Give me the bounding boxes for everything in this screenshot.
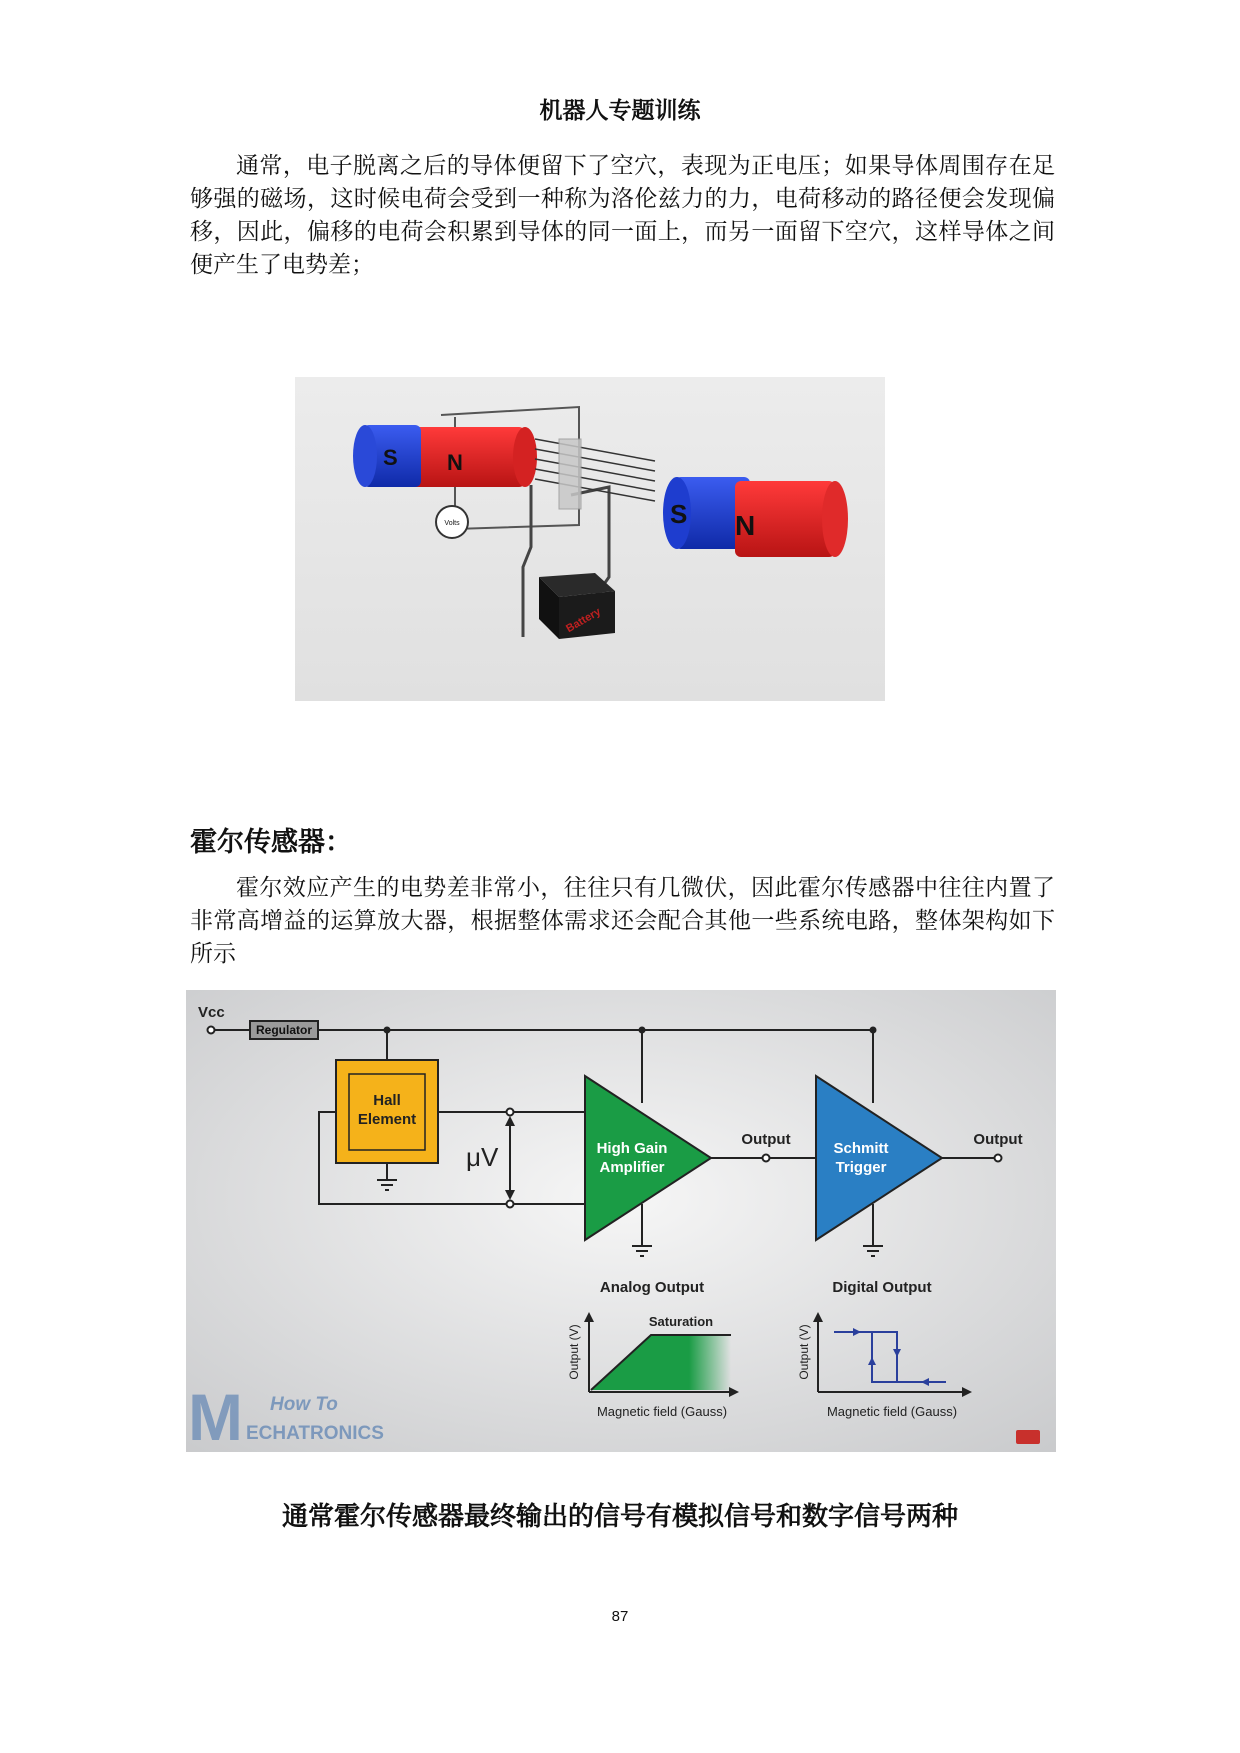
left-magnet-s-label: S (383, 445, 398, 470)
schmitt-label-2: Trigger (835, 1159, 887, 1176)
logo-line1: How To (270, 1394, 338, 1415)
analog-y-label: Output (V) (567, 1324, 581, 1380)
figure-caption: 通常霍尔传感器最终输出的信号有模拟信号和数字信号两种 (281, 1502, 958, 1532)
left-magnet-end (353, 425, 377, 487)
digital-output-node (995, 1155, 1002, 1162)
regulator-label: Regulator (255, 1023, 313, 1037)
intro-text: 通常，电子脱离之后的导体便留下了空穴，表现为正电压；如果导体周围存在足够强的磁场，这时候电荷会受到一种称为洛伦兹力的力，电荷移动的路径便会发现偏移，因此，偏移的电荷会积累到导体的同一面上，而另一面留下空穴，这样导体之间便产生了电势差； (190, 153, 1055, 278)
digital-x-label: Magnetic field (Gauss) (826, 1404, 958, 1419)
schmitt-label-1: Schmitt (833, 1140, 889, 1157)
subscribe-badge-icon (1016, 1430, 1040, 1444)
section-paragraph (190, 872, 1055, 971)
section-text: 霍尔效应产生的电势差非常小，往往只有几微伏，因此霍尔传感器中往往内置了非常高增益的运算放大器，根据整体需求还会配合其他一些系统电路，整体架构如下所示 (190, 875, 1055, 967)
left-magnet-north (407, 427, 525, 487)
hall-plate (559, 439, 581, 509)
left-magnet-n-label: N (447, 450, 463, 475)
hall-label-2: Element (357, 1111, 417, 1128)
voltmeter-label: Volts (444, 520, 460, 527)
left-magnet-face (513, 427, 537, 487)
digital-output-title: Digital Output (832, 1279, 932, 1296)
uv-node-bottom (507, 1201, 514, 1208)
amp-label-1: High Gain (596, 1140, 668, 1157)
hall-label-1: Hall (373, 1092, 401, 1109)
saturation-label: Saturation (648, 1314, 714, 1329)
vcc-terminal (208, 1027, 215, 1034)
intro-paragraph (190, 150, 1055, 282)
digital-y-label: Output (V) (797, 1324, 811, 1380)
right-magnet-end (822, 481, 848, 557)
analog-output-node (763, 1155, 770, 1162)
page-header-title: 机器人专题训练 (539, 98, 701, 124)
right-magnet-s-label: S (670, 499, 688, 529)
vcc-label: Vcc (198, 1004, 225, 1021)
logo-letter: M (188, 1380, 243, 1452)
logo-line2: ECHATRONICS (246, 1423, 384, 1444)
hall-sensor-diagram (186, 990, 1056, 1452)
output1-label: Output (741, 1131, 791, 1148)
page-number: 87 (611, 1608, 629, 1625)
right-magnet-n-label: N (735, 510, 756, 541)
analog-output-title: Analog Output (599, 1279, 705, 1296)
output2-label: Output (973, 1131, 1023, 1148)
amp-label-2: Amplifier (599, 1159, 665, 1176)
uv-label: μV (466, 1142, 499, 1172)
hall-effect-figure (295, 377, 885, 701)
section-heading: 霍尔传感器： (190, 827, 352, 858)
analog-x-label: Magnetic field (Gauss) (596, 1404, 728, 1419)
battery-label: Battery (564, 605, 603, 636)
uv-node-top (507, 1109, 514, 1116)
